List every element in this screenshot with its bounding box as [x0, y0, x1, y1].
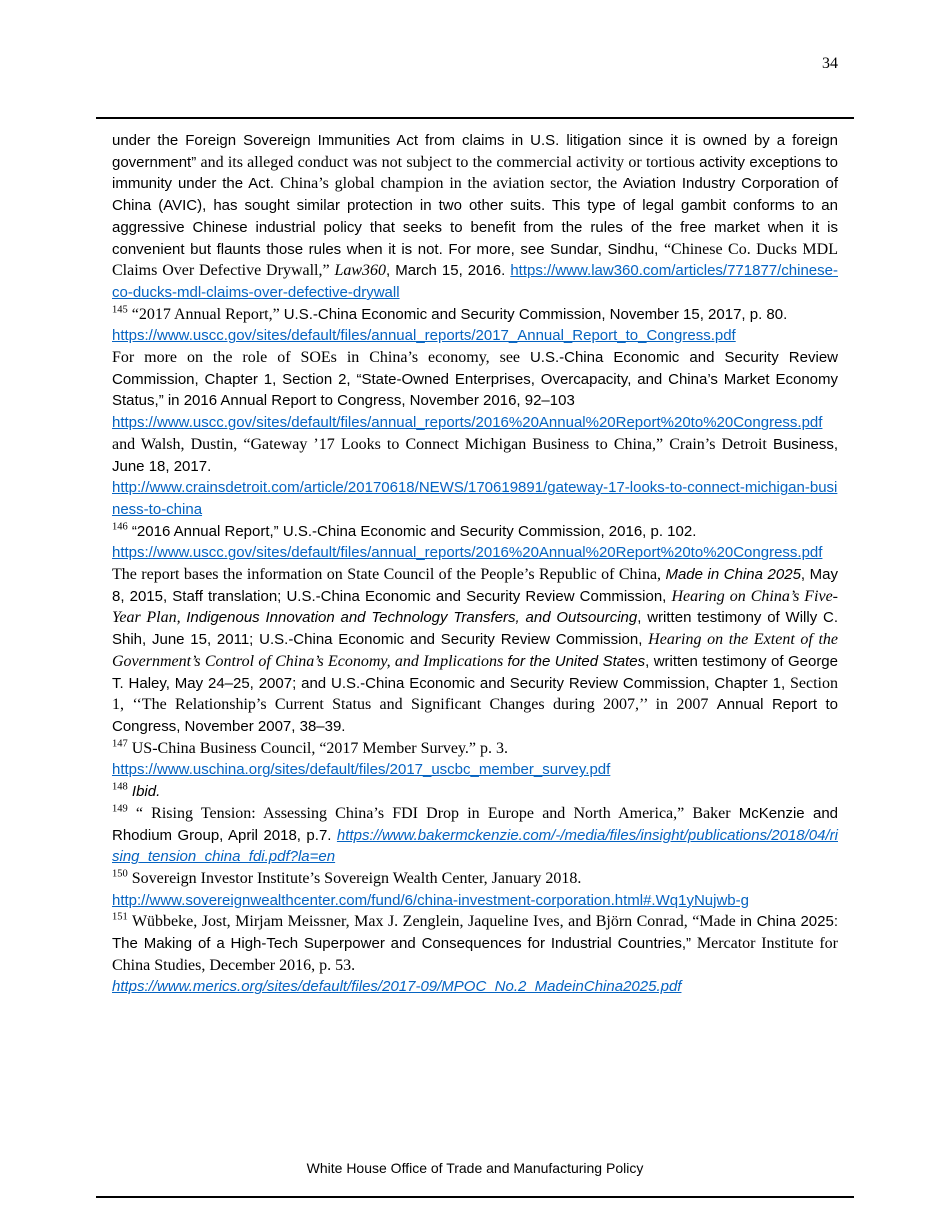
footnote-text: US-China Business Council, “2017 Member Survey.” p. 3. — [127, 739, 509, 757]
footnote-text: Law360 — [334, 262, 387, 280]
footnote — [112, 130, 838, 304]
footnote-text: for the United States — [507, 652, 646, 670]
footnote — [112, 868, 838, 911]
footnote-link[interactable]: http://www.sovereignwealthcenter.com/fund/6/china-investment-corporation.html#.Wq1yNujwb-g — [112, 891, 749, 909]
footnote-text: Aviation Industry Corporation of China (AVIC), has sought similar protection in two other suits. This type of legal gambit conforms to an aggressive Chinese industrial policy that seeks to benefit from the rules of the free market when it is convenient but flaunts those rules when it is not. For more, see Sundar, Sindhu, — [112, 175, 839, 258]
page-number: 34 — [822, 55, 838, 72]
footnote — [112, 781, 838, 803]
footnote-number: 150 — [112, 868, 128, 880]
footnote-number: 151 — [112, 911, 128, 923]
footnote-text: Wübbeke, Jost, Mirjam Meissner, Max J. Zenglein, Jaqueline Ives, and Björn Conrad, “Made — [127, 913, 741, 931]
footnote-text: , March 15, 2016. — [386, 262, 511, 280]
footnote-number: 149 — [112, 803, 128, 815]
footnote-link[interactable]: https://www.uscc.gov/sites/default/files/annual_reports/2016%20Annual%20Report%20to%20Congress.pdf — [112, 544, 823, 562]
footnote-text: Section 1, ‘‘The Relationship’s Current Status and Significant Changes during 2007,’’ in 2007 — [112, 674, 838, 714]
footnote-number: 147 — [112, 738, 128, 750]
footnote-text: Indigenous Innovation and Technology Transfers, and Outsourcing — [186, 609, 638, 627]
footnote-text: “ Rising Tension: Assessing China’s FDI Drop in Europe and North America,” Baker — [127, 804, 739, 822]
footnote-link[interactable]: https://www.bakermckenzie.com/-/media/files/insight/publications/2018/04/rising_tension_china_fdi.pdf?la=en — [112, 826, 838, 866]
footnote-text: “Chinese Co. Ducks MDL Claims Over Defective Drywall,” — [112, 240, 838, 280]
footnote-text: Ibid. — [127, 783, 161, 801]
footnote-text: Business, June 18, 2017. — [112, 435, 838, 475]
footnote-text: The report bases the information on State Council of the People’s Republic of China, — [112, 566, 666, 584]
header-rule — [96, 117, 854, 119]
footnote-text: U.S.-China Economic and Security Commission, November 15, 2017, p. 80. — [283, 305, 788, 323]
footnote-text: in China 2025: The Making of a High-Tech Superpower and Consequences for Industrial Countries,” — [112, 913, 838, 953]
footnote-text: Hearing on China’s Five-Year Plan, — [112, 587, 839, 627]
footnote-text: , May 8, 2015, Staff translation; U.S.-China Economic and Security Review Commission, — [112, 566, 838, 605]
footnote — [112, 803, 838, 868]
footnote-text: Hearing on the Extent of the Government’s Control of China’s Economy, and Implications — [112, 631, 839, 670]
footnote-link[interactable]: https://www.uscc.gov/sites/default/files/annual_reports/2017_Annual_Report_to_Congress.pdf — [112, 327, 736, 345]
footnote — [112, 304, 838, 521]
footnote-link[interactable]: http://www.crainsdetroit.com/article/20170618/NEWS/170619891/gateway-17-looks-to-connect-michigan-business-to-china — [112, 479, 838, 518]
footnote-text: and its alleged conduct was not subject to the commercial activity or tortious — [196, 153, 700, 171]
footnote — [112, 521, 838, 738]
footnote-text: Annual Report to Congress, November 2007, 38–39. — [112, 696, 838, 735]
footnote-link[interactable]: https://www.law360.com/articles/771877/chinese-co-ducks-mdl-claims-over-defective-drywall — [112, 262, 838, 301]
footnote-text: Mercator Institute for China Studies, December 2016, p. 53. — [112, 935, 838, 974]
footnotes-section — [112, 130, 838, 998]
footer-rule — [96, 1196, 854, 1198]
footnote-text: U.S.-China Economic and Security Review Commission, Chapter 1, Section 2, “State-Owned Enterprises, Overcapacity, and China’s Market Economy Status,” in 2016 Annual Report to Congress, November 2016, 92–103 — [112, 349, 838, 410]
footnote-text: “2016 Annual Report,” U.S.-China Economic and Security Commission, 2016, p. 102. — [127, 522, 697, 540]
footnote-text: , written testimony of George T. Haley, May 24–25, 2007; and U.S.-China Economic and Security Review Commission, Chapter 1, — [112, 652, 838, 692]
footnote-text: McKenzie and Rhodium Group, April 2018, p.7. — [112, 804, 838, 844]
footnote-text: Made in China 2025 — [665, 566, 801, 584]
footnote-number: 146 — [112, 521, 128, 533]
footnote-text: and Walsh, Dustin, “Gateway ’17 Looks to Connect Michigan Business to China,” Crain’s Detroit — [112, 435, 773, 453]
footnote-text: , written testimony of Willy C. Shih, June 15, 2011; U.S.-China Economic and Security Review Commission, — [112, 609, 838, 649]
footnote-link[interactable]: https://www.uscc.gov/sites/default/files/annual_reports/2016%20Annual%20Report%20to%20Congress.pdf — [112, 414, 823, 432]
footnote — [112, 738, 838, 781]
footnote — [112, 911, 838, 998]
footnote-text: under the Foreign Sovereign Immunities Act from claims in U.S. litigation since it is owned by a foreign government” — [112, 132, 838, 171]
footnote-link[interactable]: https://www.merics.org/sites/default/files/2017-09/MPOC_No.2_MadeinChina2025.pdf — [112, 978, 682, 996]
footnote-text: activity exceptions to immunity under the Act. — [112, 153, 839, 193]
footnote-text: For more on the role of SOEs in China’s economy, see — [112, 349, 530, 367]
footnote-number: 148 — [112, 781, 128, 793]
footnote-number: 145 — [112, 304, 128, 316]
footnote-text: “2017 Annual Report,” — [127, 305, 284, 323]
footnote-link[interactable]: https://www.uschina.org/sites/default/files/2017_uscbc_member_survey.pdf — [112, 761, 611, 779]
footnote-text: China’s global champion in the aviation sector, the — [280, 175, 623, 193]
footnote-text: Sovereign Investor Institute’s Sovereign Wealth Center, January 2018. — [127, 869, 582, 887]
page-footer-text: White House Office of Trade and Manufacturing Policy — [306, 1160, 644, 1176]
